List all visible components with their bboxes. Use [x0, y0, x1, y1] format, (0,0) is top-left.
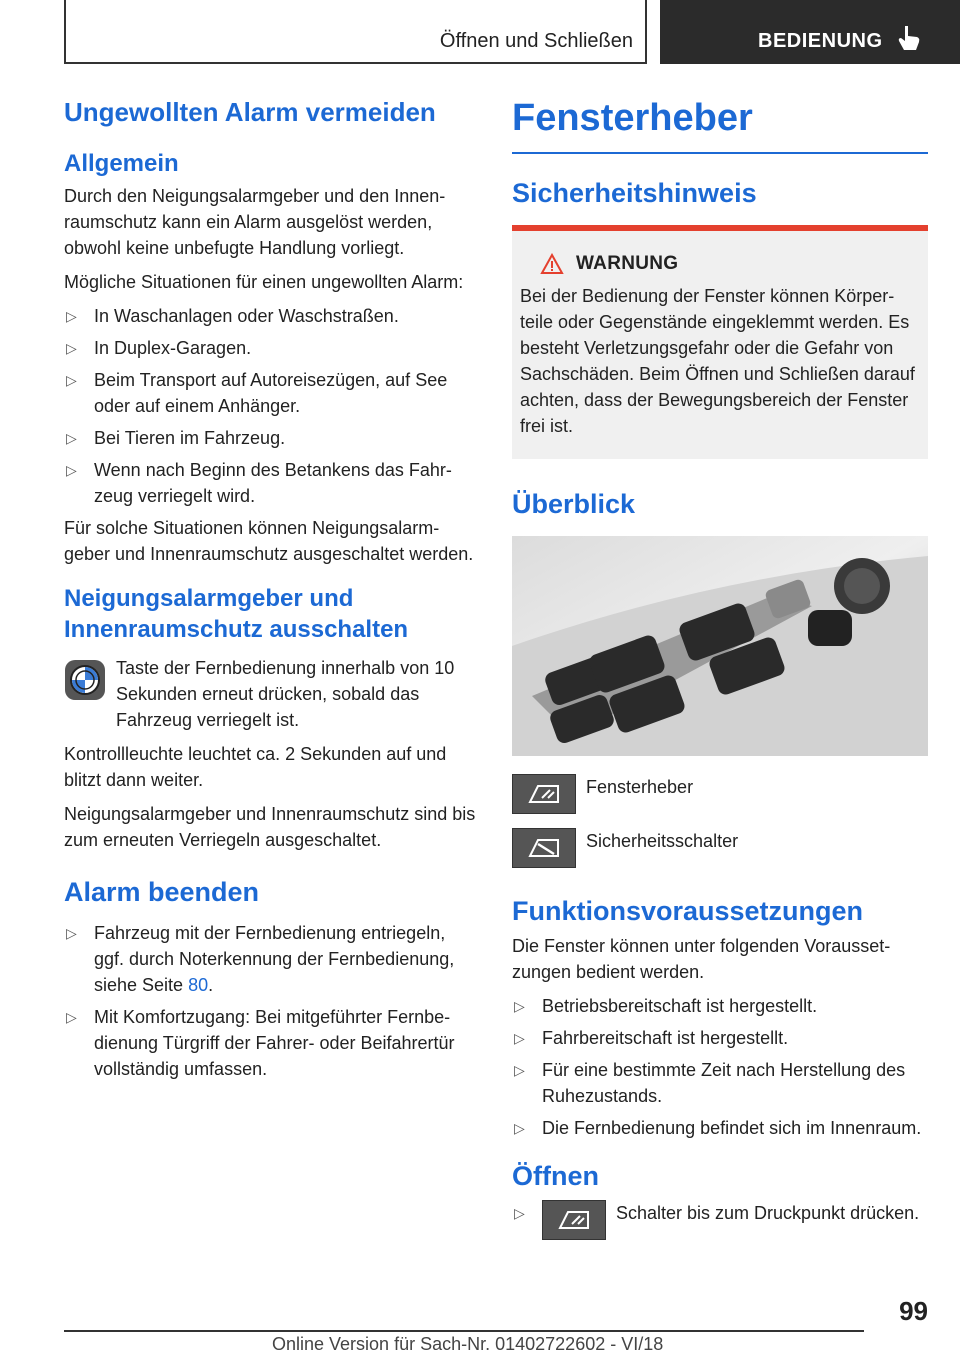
- heading-alarm-avoid: Ungewollten Alarm vermeiden: [64, 97, 436, 127]
- triangle-bullet-icon: ▷: [514, 1061, 525, 1078]
- page-reference-link[interactable]: 80: [188, 975, 209, 996]
- triangle-bullet-icon: ▷: [66, 429, 77, 446]
- right-column: [512, 96, 928, 1246]
- triangle-bullet-icon: ▷: [66, 371, 77, 388]
- warning-box: [512, 225, 928, 459]
- key-instruction: [64, 655, 478, 733]
- triangle-bullet-icon: ▷: [514, 997, 525, 1014]
- list-item: ▷ Beim Transport auf Autoreisezügen, auf See oder auf einem Anhänger.: [64, 367, 478, 419]
- paragraph: Durch den Neigungsalarmgeber und den Innenraumschutz kann ein Alarm ausgelöst werden, obwohl keine unbefugte Handlung vorliegt.: [64, 185, 446, 258]
- hand-pointer-icon: [896, 24, 922, 52]
- list-item: [512, 1200, 928, 1240]
- list-item: ▷ Mit Komfortzugang: Bei mitgeführter Fernbedienung Türgriff der Fahrer- oder Beifahrertür vollständig umfassen.: [64, 1004, 478, 1082]
- icon-label: Fensterheber: [586, 776, 694, 797]
- bmw-key-icon: [64, 659, 106, 701]
- heading-window-lifter: Fensterheber: [512, 97, 753, 139]
- paragraph: Kontrollleuchte leuchtet ca. 2 Sekunden auf und blitzt dann weiter.: [64, 744, 447, 791]
- paragraph: Neigungsalarmgeber und Innenraumschutz sind bis zum erneuten Verriegeln ausgeschaltet.: [64, 804, 476, 851]
- window-lifter-icon: [512, 774, 576, 814]
- paragraph: Mögliche Situationen für einen ungewollten Alarm:: [64, 271, 464, 292]
- header-chapter-tab: [660, 0, 960, 64]
- triangle-bullet-icon: ▷: [66, 461, 77, 478]
- instruction-text: Schalter bis zum Druckpunkt drücken.: [616, 1202, 920, 1223]
- page-number: 99: [899, 1296, 928, 1326]
- heading-disable: Neigungsalarmgeber und Innenraumschutz ausschalten: [64, 584, 409, 644]
- icon-legend-row: [512, 828, 928, 868]
- heading-alarm-end: Alarm beenden: [64, 877, 260, 908]
- header-chapter-title: BEDIENUNG: [758, 30, 883, 52]
- header-section-tab: [64, 0, 647, 64]
- warning-text: Bei der Bedienung der Fenster können Körperteile oder Gegenstände eingeklemmt werden. Es besteht Verletzungsgefahr oder die Gefahr von Sachschäden. Beim Öffnen und Schließen darauf achten, dass der Bewegungsbereich der Fenster frei ist.: [520, 285, 915, 436]
- list-item: ▷ In Duplex-Garagen.: [64, 335, 478, 361]
- heading-safety: Sicherheitshinweis: [512, 177, 757, 208]
- triangle-bullet-icon: ▷: [514, 1029, 525, 1046]
- triangle-bullet-icon: ▷: [514, 1204, 525, 1221]
- list-item: ▷ Die Fernbedienung befindet sich im Innenraum.: [512, 1115, 928, 1141]
- list-item: ▷ Für eine bestimmte Zeit nach Herstellung des Ruhezustands.: [512, 1057, 928, 1109]
- triangle-bullet-icon: ▷: [66, 925, 77, 942]
- footer-divider: [64, 1330, 864, 1332]
- icon-label: Sicherheitsschalter: [586, 830, 739, 851]
- list-item: ▷ Bei Tieren im Fahrzeug.: [64, 425, 478, 451]
- window-lifter-icon: [542, 1200, 606, 1240]
- warning-triangle-icon: [540, 253, 564, 275]
- warning-label: WARNUNG: [576, 252, 679, 274]
- list-item: ▷ In Waschanlagen oder Waschstraßen.: [64, 303, 478, 329]
- open-list: [512, 1200, 928, 1240]
- online-version-footer: Online Version für Sach-Nr. 01402722602 - VI/18: [272, 1334, 664, 1354]
- paragraph: Für solche Situationen können Neigungsalarmgeber und Innenraumschutz ausgeschaltet werden.: [64, 517, 474, 564]
- triangle-bullet-icon: ▷: [514, 1119, 525, 1136]
- header-section-title: Öffnen und Schließen: [439, 30, 633, 52]
- heading-rule: [512, 152, 928, 154]
- paragraph: Die Fenster können unter folgenden Voraussetzungen bedient werden.: [512, 935, 891, 982]
- safety-switch-icon: [512, 828, 576, 868]
- heading-open: Öffnen: [512, 1160, 599, 1191]
- situations-list: [64, 303, 478, 509]
- list-item: ▷ Fahrbereitschaft ist hergestellt.: [512, 1025, 928, 1051]
- left-column: [64, 96, 478, 1088]
- heading-overview: Überblick: [512, 488, 636, 519]
- list-item: ▷ Betriebsbereitschaft ist hergestellt.: [512, 993, 928, 1019]
- icon-legend-row: [512, 774, 928, 814]
- heading-prerequisites: Funktionsvoraussetzungen: [512, 895, 864, 926]
- prerequisites-list: [512, 993, 928, 1141]
- paragraph: Taste der Fernbedienung innerhalb von 10 Sekunden erneut drücken, sobald das Fahrzeug verriegelt ist.: [116, 658, 455, 731]
- list-item: ▷ Wenn nach Beginn des Betankens das Fahrzeug verriegelt wird.: [64, 457, 478, 509]
- list-item: ▷ Fahrzeug mit der Fernbedienung entriegeln, ggf. durch Noterkennung der Fernbedienung, siehe Seite 80.: [64, 920, 478, 998]
- triangle-bullet-icon: ▷: [66, 307, 77, 324]
- triangle-bullet-icon: ▷: [66, 339, 77, 356]
- window-switch-photo: [512, 536, 928, 756]
- alarm-end-list: [64, 920, 478, 1082]
- triangle-bullet-icon: ▷: [66, 1009, 77, 1026]
- heading-general: Allgemein: [64, 149, 179, 177]
